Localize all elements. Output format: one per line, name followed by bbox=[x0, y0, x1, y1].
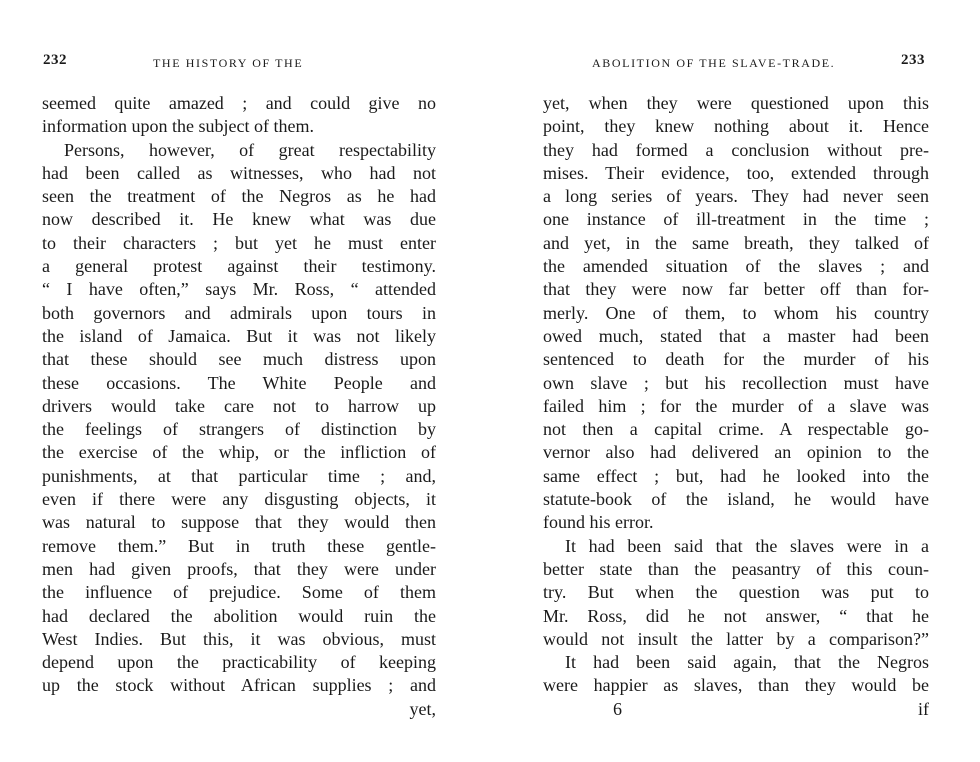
text-line: mises. Their evidence, too, extended through bbox=[543, 162, 929, 183]
text-line: yet, when they were questioned upon this bbox=[543, 93, 929, 113]
text-line: It had been said again, that the Negros bbox=[565, 652, 929, 673]
signature-mark: 6 bbox=[613, 698, 622, 719]
right-page bbox=[490, 0, 980, 762]
right-running-head: ABOLITION OF THE SLAVE-TRADE. bbox=[592, 56, 836, 70]
text-line: own slave ; but his recollection must have bbox=[543, 372, 929, 393]
text-line: failed him ; for the murder of a slave was bbox=[543, 395, 929, 416]
text-line: a general protest against their testimony. bbox=[42, 256, 436, 277]
text-line: the exercise of the whip, or the infliction of bbox=[42, 442, 436, 463]
text-line: would not insult the latter by a comparison?” bbox=[543, 628, 929, 649]
text-line: merly. One of them, to whom his country bbox=[543, 302, 929, 323]
text-line: now described it. He knew what was due bbox=[42, 209, 436, 230]
text-line: statute-book of the island, he would have bbox=[543, 489, 929, 510]
text-line: not then a capital crime. A respectable go- bbox=[543, 419, 929, 440]
text-line: even if there were any disgusting objects, it bbox=[42, 489, 436, 510]
text-line: owed much, stated that a master had been bbox=[543, 325, 929, 346]
text-line: try. But when the question was put to bbox=[543, 582, 929, 603]
text-line: that they were now far better off than for- bbox=[543, 279, 929, 300]
text-line: seen the treatment of the Negros as he had bbox=[42, 186, 436, 207]
text-line: up the stock without African supplies ; and bbox=[42, 675, 436, 696]
text-line: Persons, however, of great respectability bbox=[64, 139, 436, 160]
text-line: depend upon the practicability of keeping bbox=[42, 652, 436, 673]
text-line: Mr. Ross, did he not answer, “ that he bbox=[543, 605, 929, 626]
text-line: and yet, in the same breath, they talked of bbox=[543, 232, 929, 253]
catchword: if bbox=[918, 698, 929, 719]
text-line: better state than the peasantry of this coun- bbox=[543, 558, 929, 579]
text-line: was natural to suppose that they would then bbox=[42, 512, 436, 533]
text-line: “ I have often,” says Mr. Ross, “ attended bbox=[42, 279, 436, 300]
text-line: vernor also had delivered an opinion to the bbox=[543, 442, 929, 463]
text-line: had been called as witnesses, who had not bbox=[42, 162, 436, 183]
text-line: remove them.” But in truth these gentle- bbox=[42, 535, 436, 556]
left-page-number: 232 bbox=[43, 52, 67, 68]
left-body-text bbox=[42, 92, 436, 721]
text-line: the island of Jamaica. But it was not likely bbox=[42, 325, 436, 346]
text-line: same effect ; but, had he looked into the bbox=[543, 465, 929, 486]
text-line: the amended situation of the slaves ; and bbox=[543, 256, 929, 277]
text-line: they had formed a conclusion without pre- bbox=[543, 139, 929, 160]
text-line: were happier as slaves, than they would be bbox=[543, 675, 929, 696]
text-line: drivers would take care not to harrow up bbox=[42, 395, 436, 416]
text-line: both governors and admirals upon tours in bbox=[42, 302, 436, 323]
catchword: yet, bbox=[409, 698, 436, 719]
page-footer-row bbox=[543, 698, 929, 721]
text-line: West Indies. But this, it was obvious, must bbox=[42, 628, 436, 649]
text-line: men had given proofs, that they were under bbox=[42, 558, 436, 579]
text-line: these occasions. The White People and bbox=[42, 372, 436, 393]
left-running-head: THE HISTORY OF THE bbox=[153, 56, 304, 70]
text-line: sentenced to death for the murder of his bbox=[543, 349, 929, 370]
text-line: a long series of years. They had never seen bbox=[543, 186, 929, 207]
text-line: one instance of ill-treatment in the time ; bbox=[543, 209, 929, 230]
text-line: point, they knew nothing about it. Hence bbox=[543, 116, 929, 137]
text-line: found his error. bbox=[543, 512, 654, 533]
text-line: the feelings of strangers of distinction by bbox=[42, 419, 436, 440]
text-line: information upon the subject of them. bbox=[42, 116, 314, 137]
text-line: to their characters ; but yet he must enter bbox=[42, 232, 436, 253]
right-page-number: 233 bbox=[901, 52, 925, 68]
text-line: the influence of prejudice. Some of them bbox=[42, 582, 436, 603]
text-line: that these should see much distress upon bbox=[42, 349, 436, 370]
text-line: It had been said that the slaves were in a bbox=[565, 535, 929, 556]
text-line: had declared the abolition would ruin the bbox=[42, 605, 436, 626]
right-body-text bbox=[543, 92, 929, 721]
page-footer-row bbox=[42, 698, 436, 721]
text-line: seemed quite amazed ; and could give no bbox=[42, 93, 436, 113]
text-line: punishments, at that particular time ; and, bbox=[42, 465, 436, 486]
